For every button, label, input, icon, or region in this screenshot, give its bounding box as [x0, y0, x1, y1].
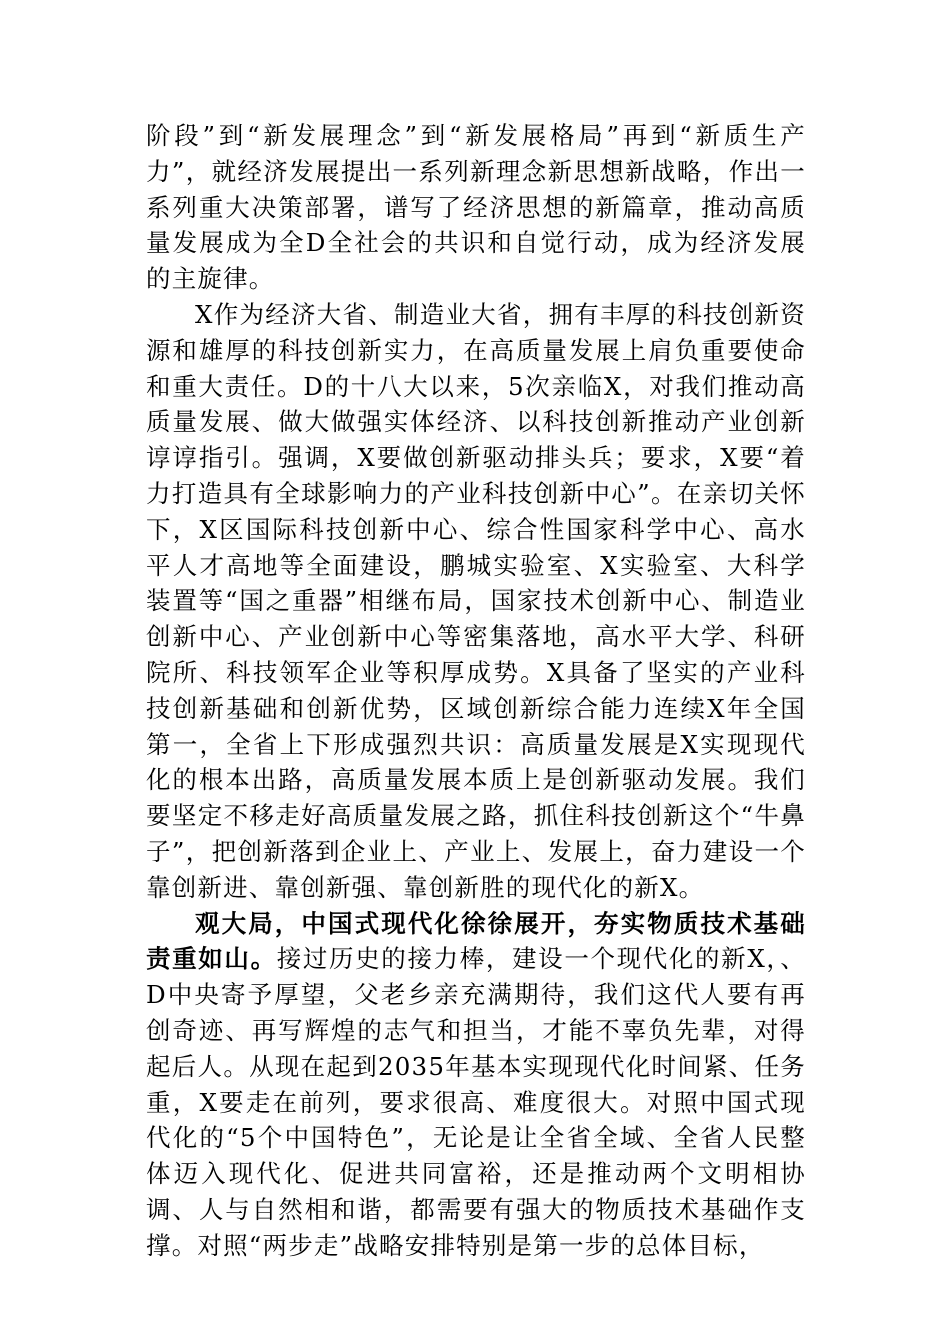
- paragraph-2: X作为经济大省、制造业大省，拥有丰厚的科技创新资源和雄厚的科技创新实力，在高质量发展上肩负重要使命和重大责任。D的十八大以来，5次亲临X，对我们推动高质量发展、做大做强实体经济、以科技创新推动产业创新谆谆指引。强调，X要做创新驱动排头兵；要求，X要“着力打造具有全球影响力的产业科技创新中心”。在亲切关怀下，X区国际科技创新中心、综合性国家科学中心、高水平人才高地等全面建设，鹏城实验室、X实验室、大科学装置等“国之重器”相继布局，国家技术创新中心、制造业创新中心、产业创新中心等密集落地，高水平大学、科研院所、科技领军企业等积厚成势。X具备了坚实的产业科技创新基础和创新优势，区域创新综合能力连续X年全国第一，全省上下形成强烈共识：高质量发展是X实现现代化的根本出路，高质量发展本质上是创新驱动发展。我们要坚定不移走好高质量发展之路，抓住科技创新这个“牛鼻子”，把创新落到企业上、产业上、发展上，奋力建设一个靠创新进、靠创新强、靠创新胜的现代化的新X。: [146, 299, 806, 902]
- paragraph-1: 阶段”到“新发展理念”到“新发展格局”再到“新质生产力”，就经济发展提出一系列新理念新思想新战略，作出一系列重大决策部署，谱写了经济思想的新篇章，推动高质量发展成为全D全社会的共识和自觉行动，成为经济发展的主旋律。: [146, 121, 806, 294]
- paragraph-3-body: 接过历史的接力棒，建设一个现代化的新X，、D中央寄予厚望，父老乡亲充满期待，我们这代人要有再创奇迹、再写辉煌的志气和担当，才能不辜负先辈，对得起后人。从现在起到2035年基本实现现代化时间紧、任务重，X要走在前列，要求很高、难度很大。对照中国式现代化的“5个中国特色”，无论是让全省全域、全省人民整体迈入现代化、促进共同富裕，还是推动两个文明相协调、人与自然相和谐，都需要有强大的物质技术基础作支撑。对照“两步走”战略安排特别是第一步的总体目标，: [146, 944, 807, 1260]
- paragraph-3: [146, 906, 806, 1264]
- document-body: [146, 118, 806, 1264]
- paragraph-3-heading: 观大局，中国式现代化徐徐展开，夯实物质技术基础责重如山。: [146, 908, 806, 974]
